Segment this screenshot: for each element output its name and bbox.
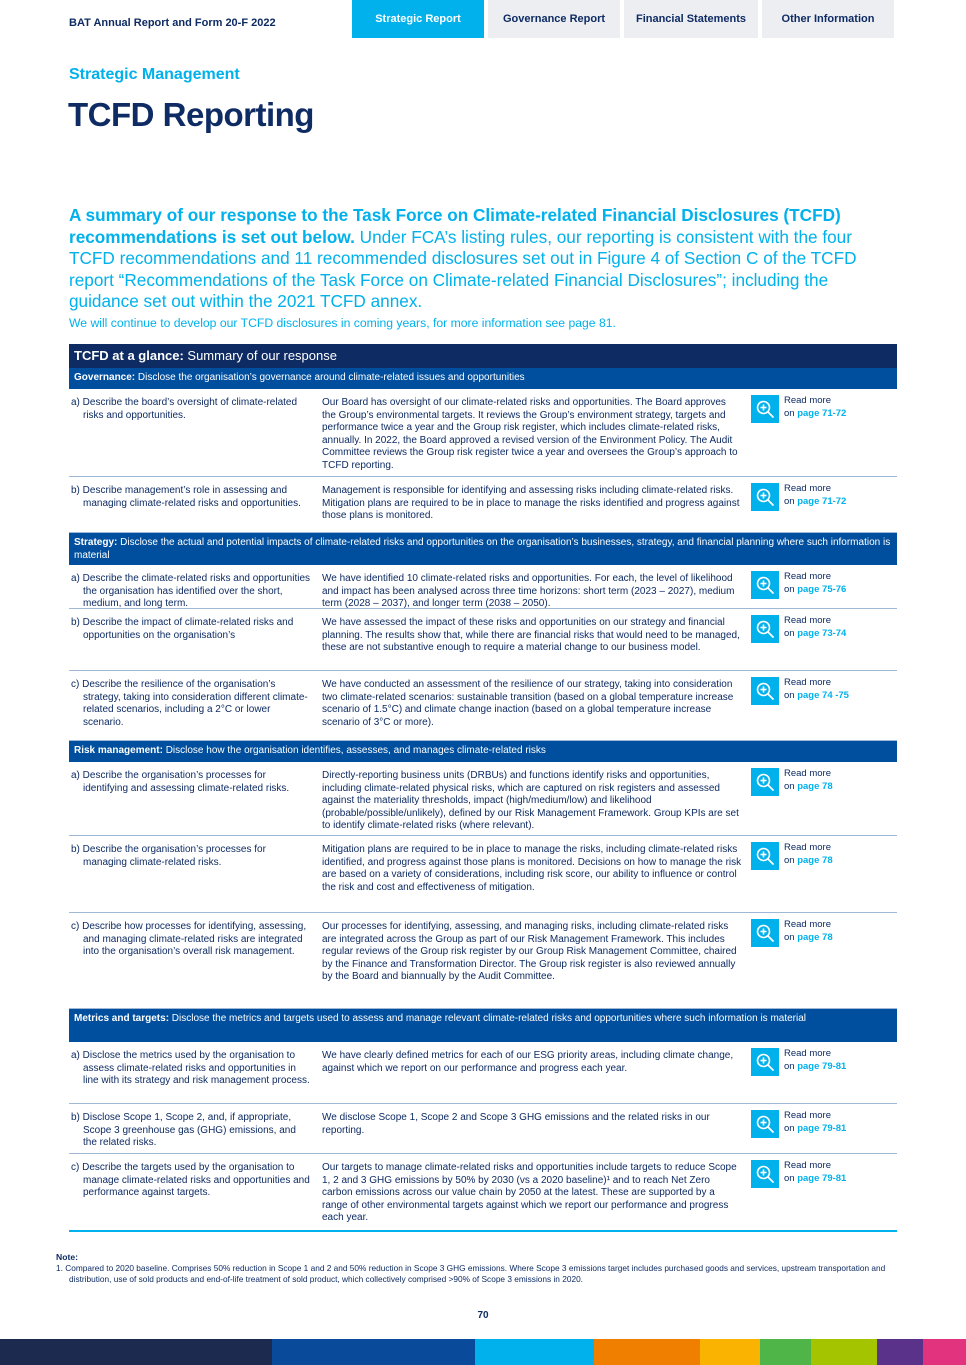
zoom-in-icon[interactable] — [751, 483, 779, 511]
section-header-bold: Metrics and targets: — [74, 1013, 170, 1024]
page-link[interactable]: page 74 -75 — [797, 689, 849, 701]
color-bar-segment — [594, 1339, 701, 1365]
page-link[interactable]: page 78 — [797, 931, 833, 943]
read-more-on: on — [784, 583, 795, 595]
read-more-page — [784, 932, 833, 945]
read-more-on: on — [784, 1060, 795, 1072]
read-more-page — [784, 496, 846, 509]
read-more-on: on — [784, 407, 795, 419]
page-link[interactable]: page 79-81 — [797, 1060, 847, 1072]
page-link[interactable]: page 75-76 — [797, 583, 847, 595]
read-more-link[interactable] — [784, 1160, 846, 1185]
zoom-in-icon[interactable] — [751, 1160, 779, 1188]
read-more-page — [784, 628, 846, 641]
read-more-on: on — [784, 1172, 795, 1184]
read-more-label: Read more — [784, 483, 831, 494]
read-more-page — [784, 855, 833, 868]
color-bar-segment — [811, 1339, 877, 1365]
read-more-link[interactable] — [784, 677, 849, 702]
section-header — [69, 1009, 897, 1042]
read-more-label: Read more — [784, 919, 831, 930]
read-more-label: Read more — [784, 768, 831, 779]
read-more-on: on — [784, 931, 795, 943]
read-more-link[interactable] — [784, 571, 846, 596]
section-header — [69, 533, 897, 565]
tcfd-table — [69, 344, 897, 1232]
page-link[interactable]: page 78 — [797, 854, 833, 866]
section-label: Strategic Management — [69, 66, 240, 83]
read-more-page — [784, 690, 849, 703]
read-more-page — [784, 781, 833, 794]
intro-text: Under FCA’s listing rules, our reporting is consistent with the four TCFD recommendations and 11 recommended disclosures set out in Figure 4 of Section C of the TCFD report “Recommendations of the Task Force on Climate-related Financial Disclosures”; including the guidance set out within the 2021 TCFD annex. — [69, 226, 857, 312]
read-more-label: Read more — [784, 1048, 831, 1059]
read-more-link[interactable] — [784, 395, 846, 420]
footnote-title: Note: — [56, 1252, 78, 1262]
read-more-label: Read more — [784, 615, 831, 626]
read-more-label: Read more — [784, 1110, 831, 1121]
disclosure-response: We have clearly defined metrics for each of our ESG priority areas, including climate change, against which we report on our performance and progress each year. — [322, 1050, 734, 1074]
read-more-on: on — [784, 689, 795, 701]
zoom-in-icon[interactable] — [751, 395, 779, 423]
disclosure-response: Management is responsible for identifying and assessing risks including climate-related risks. Mitigation plans are required to be in place to manage the risks identified and progress against those plans is monitored. — [322, 485, 740, 521]
intro-bold: A summary of our response to the Task Force on Climate-related Financial Disclosures (TCFD) recommendations is set out below. — [69, 205, 841, 247]
footnote — [56, 1252, 901, 1285]
color-bar-segment — [475, 1339, 593, 1365]
read-more-link[interactable] — [784, 483, 846, 508]
read-more-link[interactable] — [784, 615, 846, 640]
page-link[interactable]: page 73-74 — [797, 627, 847, 639]
page-link[interactable]: page 78 — [797, 780, 833, 792]
disclosure-response: We have assessed the impact of these risks and opportunities on our strategy and financial planning. The results show that, while there are financial risks that would need to be managed, these are not substantive enough to require a material change to our business model. — [322, 617, 740, 653]
read-more-page — [784, 408, 846, 421]
page-number: 70 — [477, 1310, 489, 1321]
read-more-link[interactable] — [784, 842, 833, 867]
section-header-bold: Risk management: — [74, 745, 163, 756]
table-row — [69, 671, 897, 741]
color-bar-segment — [700, 1339, 760, 1365]
tab-financial-statements[interactable]: Financial Statements — [624, 0, 758, 38]
table-row — [69, 565, 897, 609]
disclosure-question: b) Describe the organisation’s processes for managing climate-related risks. — [71, 844, 266, 868]
table-row — [69, 609, 897, 671]
read-more-on: on — [784, 1122, 795, 1134]
tab-strategic-report[interactable]: Strategic Report — [352, 0, 484, 38]
table-row — [69, 1104, 897, 1154]
read-more-link[interactable] — [784, 1048, 846, 1073]
read-more-link[interactable] — [784, 919, 833, 944]
color-bar-segment — [272, 1339, 476, 1365]
zoom-in-icon[interactable] — [751, 615, 779, 643]
disclosure-response: Our Board has oversight of our climate-related risks and opportunities. The Board approves the Group’s environmental targets. It reviews the Group’s environment strategy, targets and performance twice a year and the Group risk register, which includes climate-related risks, annually. In 2022, the Board approved a revised version of the Environment Policy. The Audit Committee reviews the Group risk register twice a year and oversees the Group’s approach to TCFD reporting. — [322, 397, 738, 471]
disclosure-question: c) Describe how processes for identifying, assessing, and managing climate-related risks are integrated into the organisation’s overall risk management. — [71, 921, 307, 957]
color-bar-segment — [760, 1339, 810, 1365]
read-more-label: Read more — [784, 395, 831, 406]
page-title: TCFD Reporting — [68, 96, 314, 133]
report-title: BAT Annual Report and Form 20-F 2022 — [69, 17, 276, 29]
read-more-on: on — [784, 495, 795, 507]
section-header-text: Disclose the organisation’s governance around climate-related issues and opportunities — [135, 372, 525, 383]
disclosure-response: Our processes for identifying, assessing, and managing risks, including climate-related risks are integrated across the Group as part of our Risk Management Framework. This includes regular reviews of the Group risk register by our Group Risk Management Committee, chaired by the Finance and Transformation Director. The Group risk register is also reviewed annually by the Board and biannually by the Audit Committee. — [322, 921, 737, 982]
disclosure-question: c) Describe the resilience of the organisation’s strategy, taking into consideration different climate-related scenarios, including a 2°C or lower scenario. — [71, 679, 308, 728]
disclosure-question: b) Describe management’s role in assessing and managing climate-related risks and opportunities. — [71, 485, 301, 509]
section-header-bold: Governance: — [74, 372, 136, 383]
color-bar — [0, 1339, 966, 1365]
tab-governance-report[interactable]: Governance Report — [488, 0, 620, 38]
table-row — [69, 1154, 897, 1232]
table-header-text: Summary of our response — [183, 348, 337, 363]
disclosure-response: We disclose Scope 1, Scope 2 and Scope 3 GHG emissions and the related risks in our reporting. — [322, 1112, 710, 1136]
disclosure-question: a) Describe the board’s oversight of climate-related risks and opportunities. — [71, 397, 298, 421]
read-more-label: Read more — [784, 842, 831, 853]
disclosure-question: b) Disclose Scope 1, Scope 2, and, if appropriate, Scope 3 greenhouse gas (GHG) emissions, and the related risks. — [71, 1112, 296, 1148]
table-row — [69, 836, 897, 913]
read-more-on: on — [784, 627, 795, 639]
table-row — [69, 913, 897, 1009]
section-header-text: Disclose the metrics and targets used to assess and manage relevant climate-related risks and opportunities where such information is material — [169, 1013, 807, 1024]
color-bar-segment — [0, 1339, 272, 1365]
section-header — [69, 368, 897, 389]
page-link[interactable]: page 79-81 — [797, 1172, 847, 1184]
zoom-in-icon[interactable] — [751, 1048, 779, 1076]
table-row — [69, 1042, 897, 1104]
zoom-in-icon[interactable] — [751, 1110, 779, 1138]
table-row — [69, 389, 897, 477]
read-more-label: Read more — [784, 571, 831, 582]
page-link[interactable]: page 71-72 — [797, 407, 847, 419]
read-more-label: Read more — [784, 1160, 831, 1171]
page-link[interactable]: page 71-72 — [797, 495, 847, 507]
color-bar-segment — [923, 1339, 966, 1365]
zoom-in-icon[interactable] — [751, 677, 779, 705]
intro-small: We will continue to develop our TCFD disclosures in coming years, for more information see page 81. — [69, 316, 616, 330]
intro-paragraph — [69, 205, 884, 313]
read-more-page — [784, 1123, 846, 1136]
disclosure-question: b) Describe the impact of climate-related risks and opportunities on the organisation’s — [71, 617, 294, 641]
zoom-in-icon[interactable] — [751, 571, 779, 599]
read-more-link[interactable] — [784, 1110, 846, 1135]
read-more-page — [784, 584, 846, 597]
disclosure-response: Directly-reporting business units (DRBUs) and functions identify risks and opportunities, including climate-related physical risks, which are captured on risk registers and assessed against the materiality thresholds, impact (high/medium/low) and likelihood (probable/possible/unlikely), defined by our Risk Management Framework. Group KPIs are set to identify climate-related risks (where relevant). — [322, 770, 739, 831]
read-more-link[interactable] — [784, 768, 833, 793]
page-link[interactable]: page 79-81 — [797, 1122, 847, 1134]
zoom-in-icon[interactable] — [751, 919, 779, 947]
read-more-page — [784, 1173, 846, 1186]
disclosure-response: Mitigation plans are required to be in place to manage the risks, including climate-related risks identified, and progress against those plans is monitored. Decisions on how to manage the risk are based on a variety of considerations, including risk score, our ability to influence or control the risk and cost and effectiveness of mitigation. — [322, 844, 742, 893]
zoom-in-icon[interactable] — [751, 768, 779, 796]
section-header-text: Disclose how the organisation identifies, assesses, and manages climate-related risks — [162, 745, 546, 756]
table-row — [69, 477, 897, 533]
read-more-on: on — [784, 780, 795, 792]
read-more-label: Read more — [784, 677, 831, 688]
zoom-in-icon[interactable] — [751, 842, 779, 870]
disclosure-question: c) Describe the targets used by the organisation to manage climate-related risks and opportunities and performance against targets. — [71, 1162, 310, 1198]
disclosure-response: We have conducted an assessment of the resilience of our strategy, taking into consideration two climate-related scenarios: sustainable transition (based on a global temperature increase scenario of 1.5°C) and climate change inaction (based on a global temperature increase scenario of 3°C or more). — [322, 679, 734, 728]
section-header-bold: Strategy: — [74, 537, 118, 548]
disclosure-question: a) Describe the climate-related risks and opportunities the organisation has identified over the short, medium, and long term. — [71, 573, 310, 609]
disclosure-response: We have identified 10 climate-related risks and opportunities. For each, the level of likelihood and impact has been analysed across three time horizons: short term (2023 – 2027), medium term (2028 – 2037), and longer term (2038 – 2050). — [322, 573, 735, 609]
tab-other-information[interactable]: Other Information — [762, 0, 894, 38]
disclosure-question: a) Describe the organisation’s processes for identifying and assessing climate-related risks. — [71, 770, 290, 794]
report-tabs — [352, 0, 894, 38]
read-more-page — [784, 1061, 846, 1074]
section-header-text: Disclose the actual and potential impacts of climate-related risks and opportunities on the organisation’s businesses, strategy, and financial planning where such information is material — [74, 537, 891, 561]
table-header — [69, 344, 897, 368]
read-more-on: on — [784, 854, 795, 866]
table-header-bold: TCFD at a glance: — [74, 348, 184, 363]
color-bar-segment — [877, 1339, 924, 1365]
table-row — [69, 762, 897, 836]
disclosure-response: Our targets to manage climate-related risks and opportunities include targets to reduce Scope 1, 2 and 3 GHG emissions by 50% by 2030 (vs a 2020 baseline)¹ and to reach Net Zero carbon emissions across our value chain by 2050 at the latest. These are supported by a range of other environmental targets against which we report our performance and progress each year. — [322, 1162, 737, 1223]
disclosure-question: a) Disclose the metrics used by the organisation to assess climate-related risks and opportunities in line with its strategy and risk management process. — [71, 1050, 310, 1086]
footnote-item: 1. Compared to 2020 baseline. Comprises 50% reduction in Scope 1 and 2 and 50% reduction in Scope 3 GHG emissions. Where Scope 3 emissions target includes purchased goods and services, upstream transportation and distribution, use of sold products and end-of-life treatment of sold product, which collectively comprised >90% of Scope 3 emissions in 2020. — [56, 1263, 886, 1284]
section-header — [69, 741, 897, 762]
